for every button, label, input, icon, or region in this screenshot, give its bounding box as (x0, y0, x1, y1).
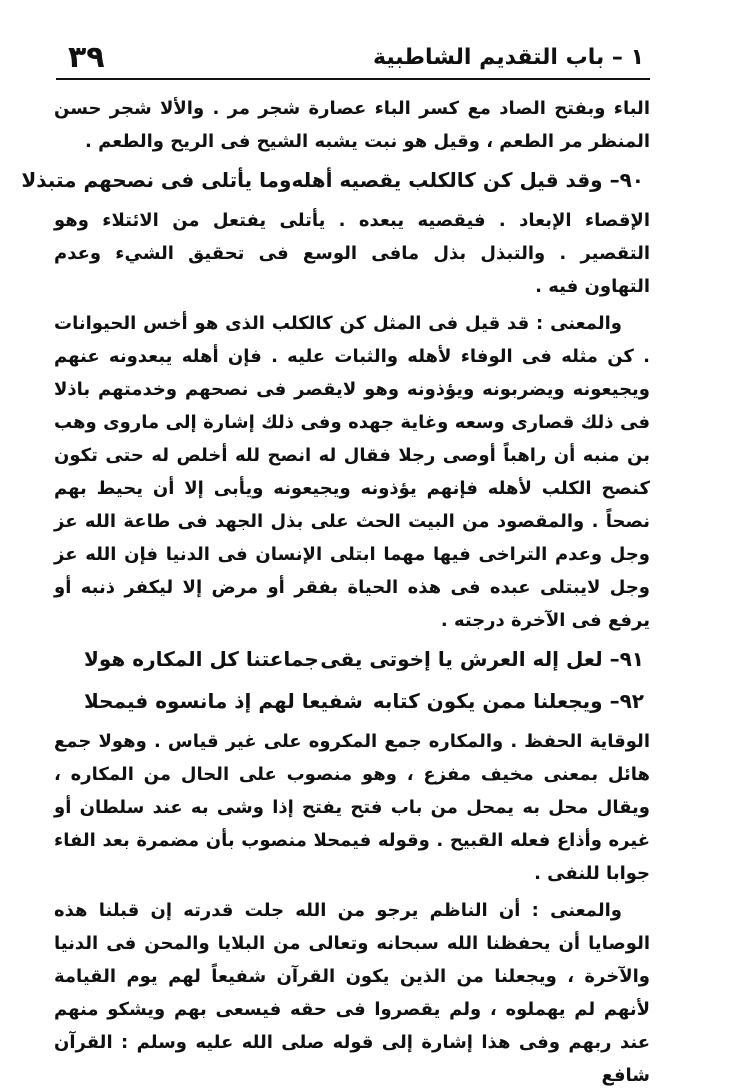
paragraph: والمعنى : أن الناظم يرجو من الله جلت قدرته إن قبلنا هذه الوصايا أن يحفظنا الله سبحانه وتعالى من البلايا والمحن فى الدنيا والآخرة ، ويجعلنا من الذين يكون القرآن شفيعاً لهم يوم القيامة لأنهم لم يهملوه ، ولم يقصروا فى حقه فيسعى بهم ويشكو منهم عند ربهم وفى هذا إشارة إلى قوله صلى الله عليه وسلم : القرآن شافع (54, 900, 650, 1086)
paragraph: الباء وبفتح الصاد مع كسر الباء عصارة شجر مر . والألا شجر حسن المنظر مر الطعم ، وقيل هو نبت يشبه الشيح فى الريح والطعم . (54, 98, 650, 152)
paragraph: الوقاية الحفظ . والمكاره جمع المكروه على غير قياس . وهولا جمع هائل بمعنى مخيف مفزع ، وهو منصوب على الحال من المكاره ، ويقال محل به يمحل من باب فتح يفتح إذا وشى به عند سلطان أو غيره وأذاع فعله القبيح . وقوله فيمحلا منصوب بأن مضمرة بعد الفاء جوابا للنفى . (54, 731, 650, 884)
verse-line (54, 641, 650, 677)
verse-second-hemistich: شفيعا لهم إذ مانسوه فيمحلا (84, 689, 363, 713)
verse-first-hemistich: ٩٢– ويجعلنا ممن يكون كتابه (372, 689, 644, 713)
verse-second-hemistich: جماعتنا كل المكاره هولا (84, 647, 319, 671)
running-title: ١ – باب التقديم الشاطبية (372, 45, 644, 70)
verse-line (54, 683, 650, 719)
page-header (56, 38, 650, 80)
body-text (21, 92, 650, 1092)
verse-line (21, 162, 650, 198)
page-number: ٣٩ (68, 40, 105, 75)
verse-first-hemistich: ٩٠– وقد قيل كن كالكلب يقصيه أهله (291, 168, 644, 192)
verse-second-hemistich: وما يأتلى فى نصحهم متبذلا (21, 168, 292, 192)
paragraph: والمعنى : قد قيل فى المثل كن كالكلب الذى هو أخس الحيوانات . كن مثله فى الوفاء لأهله والثبات عليه . فإن أهله يبعدونه عنهم ويجيعونه ويضربونه ويؤذونه وهو لايقصر فى نصحهم وخدمتهم باذلا فى ذلك قصارى وسعه وغاية جهده وفى ذلك إشارة إلى ماروى وهب بن منبه أن راهباً أوصى رجلا فقال له انصح لله أخلص له حتى تكون كنصح الكلب لأهله فإنهم يؤذونه ويجيعونه ويأبى إلا أن يحيط بهم نصحاً . والمقصود من البيت الحث على بذل الجهد فى طاعة الله عز وجل وعدم التراخى فيها مهما ابتلى الإنسان فى الدنيا فإن الله عز وجل لايبتلى عبده فى هذه الحياة بفقر أو مرض إلا ليكفر ذنبه أو يرفع فى الآخرة درجته . (54, 313, 650, 631)
verse-first-hemistich: ٩١– لعل إله العرش يا إخوتى يقى (320, 647, 644, 671)
paragraph: الإقصاء الإبعاد . فيقصيه يبعده . يأتلى يفتعل من الائتلاء وهو التقصير . والتبذل بذل مافى الوسع فى تحقيق الشيء وعدم التهاون فيه . (54, 210, 650, 297)
